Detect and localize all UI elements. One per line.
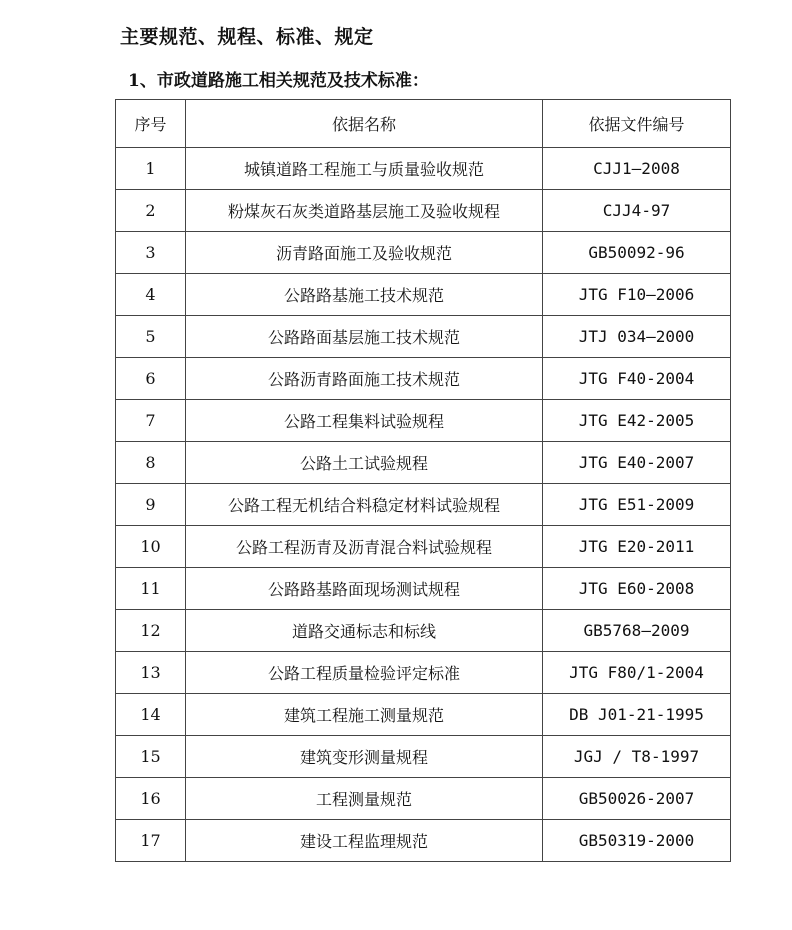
row-name: 公路工程集料试验规程	[186, 400, 543, 442]
table-row	[116, 484, 731, 526]
row-seq: 1	[116, 148, 186, 190]
row-seq: 10	[116, 526, 186, 568]
row-code: JTG E40-2007	[543, 442, 731, 484]
row-seq: 6	[116, 358, 186, 400]
row-name: 公路工程沥青及沥青混合料试验规程	[186, 526, 543, 568]
table-header-row	[116, 100, 731, 148]
table-row	[116, 736, 731, 778]
row-name: 工程测量规范	[186, 778, 543, 820]
standards-table	[115, 99, 731, 862]
row-name: 公路路基路面现场测试规程	[186, 568, 543, 610]
table-row	[116, 190, 731, 232]
row-name: 道路交通标志和标线	[186, 610, 543, 652]
table-row	[116, 400, 731, 442]
row-seq: 15	[116, 736, 186, 778]
row-name: 沥青路面施工及验收规范	[186, 232, 543, 274]
row-seq: 4	[116, 274, 186, 316]
row-code: DB J01-21-1995	[543, 694, 731, 736]
row-seq: 14	[116, 694, 186, 736]
row-name: 城镇道路工程施工与质量验收规范	[186, 148, 543, 190]
row-seq: 3	[116, 232, 186, 274]
row-code: JTG F80/1-2004	[543, 652, 731, 694]
table-row	[116, 358, 731, 400]
row-code: JTG E20-2011	[543, 526, 731, 568]
row-seq: 2	[116, 190, 186, 232]
table-row	[116, 442, 731, 484]
table-row	[116, 526, 731, 568]
row-code: JTG E51-2009	[543, 484, 731, 526]
header-name: 依据名称	[186, 100, 543, 148]
page-title: 主要规范、规程、标准、规定	[120, 26, 374, 48]
row-seq: 9	[116, 484, 186, 526]
row-code: JTG E60-2008	[543, 568, 731, 610]
table-row	[116, 274, 731, 316]
row-code: GB50319-2000	[543, 820, 731, 862]
row-code: JTG F40-2004	[543, 358, 731, 400]
table-row	[116, 568, 731, 610]
row-name: 建筑变形测量规程	[186, 736, 543, 778]
row-code: CJJ1—2008	[543, 148, 731, 190]
row-name: 公路路面基层施工技术规范	[186, 316, 543, 358]
row-code: GB50092-96	[543, 232, 731, 274]
table-row	[116, 316, 731, 358]
row-code: CJJ4-97	[543, 190, 731, 232]
row-code: GB50026-2007	[543, 778, 731, 820]
header-code: 依据文件编号	[543, 100, 731, 148]
table-row	[116, 820, 731, 862]
table-row	[116, 652, 731, 694]
table-row	[116, 778, 731, 820]
row-code: JTJ 034—2000	[543, 316, 731, 358]
row-seq: 13	[116, 652, 186, 694]
table-row	[116, 148, 731, 190]
row-name: 公路工程质量检验评定标准	[186, 652, 543, 694]
row-code: JTG F10—2006	[543, 274, 731, 316]
row-code: GB5768—2009	[543, 610, 731, 652]
table-row	[116, 232, 731, 274]
table-row	[116, 610, 731, 652]
row-seq: 7	[116, 400, 186, 442]
table-row	[116, 694, 731, 736]
row-seq: 12	[116, 610, 186, 652]
row-code: JGJ / T8-1997	[543, 736, 731, 778]
row-name: 公路工程无机结合料稳定材料试验规程	[186, 484, 543, 526]
row-seq: 11	[116, 568, 186, 610]
row-seq: 17	[116, 820, 186, 862]
row-name: 公路土工试验规程	[186, 442, 543, 484]
row-name: 建筑工程施工测量规范	[186, 694, 543, 736]
row-code: JTG E42-2005	[543, 400, 731, 442]
row-seq: 5	[116, 316, 186, 358]
header-seq: 序号	[116, 100, 186, 148]
row-name: 公路路基施工技术规范	[186, 274, 543, 316]
table-body	[116, 148, 731, 862]
row-name: 建设工程监理规范	[186, 820, 543, 862]
row-seq: 16	[116, 778, 186, 820]
row-name: 公路沥青路面施工技术规范	[186, 358, 543, 400]
row-seq: 8	[116, 442, 186, 484]
section-title: 1、市政道路施工相关规范及技术标准：	[128, 71, 429, 91]
row-name: 粉煤灰石灰类道路基层施工及验收规程	[186, 190, 543, 232]
